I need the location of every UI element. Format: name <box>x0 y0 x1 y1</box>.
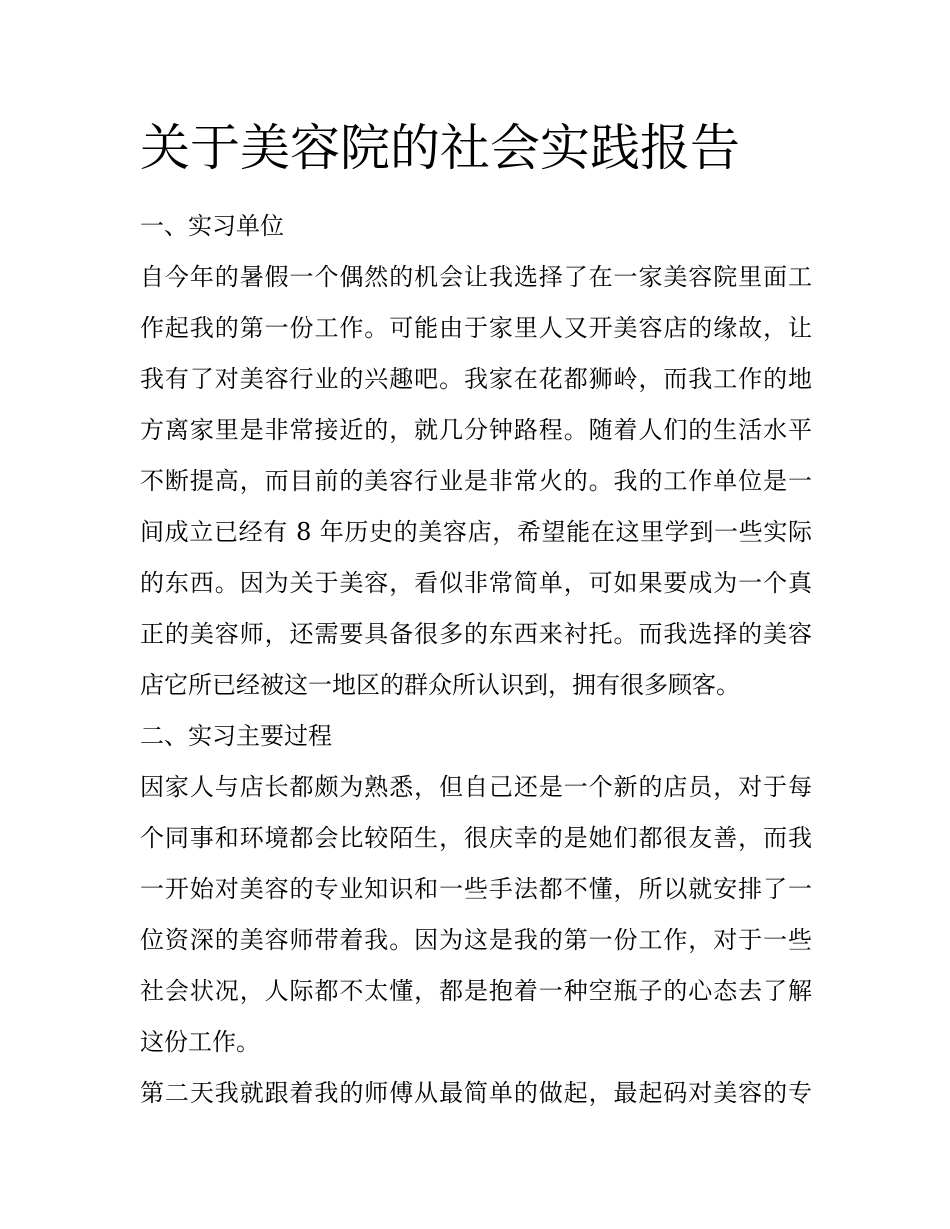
paragraph-second-day <box>140 1068 812 1119</box>
paragraph-line: 社会状况，人际都不太懂，都是抱着一种空瓶子的心态去了解 <box>140 977 812 1005</box>
paragraph-line: 个同事和环境都会比较陌生，很庆幸的是她们都很友善，而我 <box>140 824 812 852</box>
paragraph-line: 的东西。因为关于美容，看似非常简单，可如果要成为一个真 <box>140 569 812 597</box>
paragraph-line: 第二天我就跟着我的师傅从最简单的做起，最起码对美容的专 <box>140 1079 812 1107</box>
document-body <box>140 201 812 1119</box>
paragraph-line: 正的美容师，还需要具备很多的东西来衬托。而我选择的美容 <box>140 620 812 648</box>
paragraph-main-process <box>140 762 812 1068</box>
paragraph-line: 因家人与店长都颇为熟悉，但自己还是一个新的店员，对于每 <box>140 773 812 801</box>
paragraph-line: 间成立已经有 8 年历史的美容店，希望能在这里学到一些实际 <box>140 518 812 546</box>
paragraph-line: 这份工作。 <box>140 1028 260 1056</box>
paragraph-line: 我有了对美容行业的兴趣吧。我家在花都狮岭，而我工作的地 <box>140 365 812 393</box>
paragraph-line: 不断提高，而目前的美容行业是非常火的。我的工作单位是一 <box>140 467 812 495</box>
section-heading-2: 二、实习主要过程 <box>140 722 332 750</box>
paragraph-line: 方离家里是非常接近的，就几分钟路程。随着人们的生活水平 <box>140 416 812 444</box>
paragraph-line: 自今年的暑假一个偶然的机会让我选择了在一家美容院里面工 <box>140 263 812 291</box>
paragraph-line: 位资深的美容师带着我。因为这是我的第一份工作，对于一些 <box>140 926 812 954</box>
paragraph-line: 一开始对美容的专业知识和一些手法都不懂，所以就安排了一 <box>140 875 812 903</box>
paragraph-line: 店它所已经被这一地区的群众所认识到，拥有很多顾客。 <box>140 671 740 699</box>
paragraph-line: 作起我的第一份工作。可能由于家里人又开美容店的缘故，让 <box>140 314 812 342</box>
section-heading-1: 一、实习单位 <box>140 212 284 240</box>
paragraph-internship-unit <box>140 252 812 711</box>
document-title: 关于美容院的社会实践报告 <box>140 119 740 177</box>
